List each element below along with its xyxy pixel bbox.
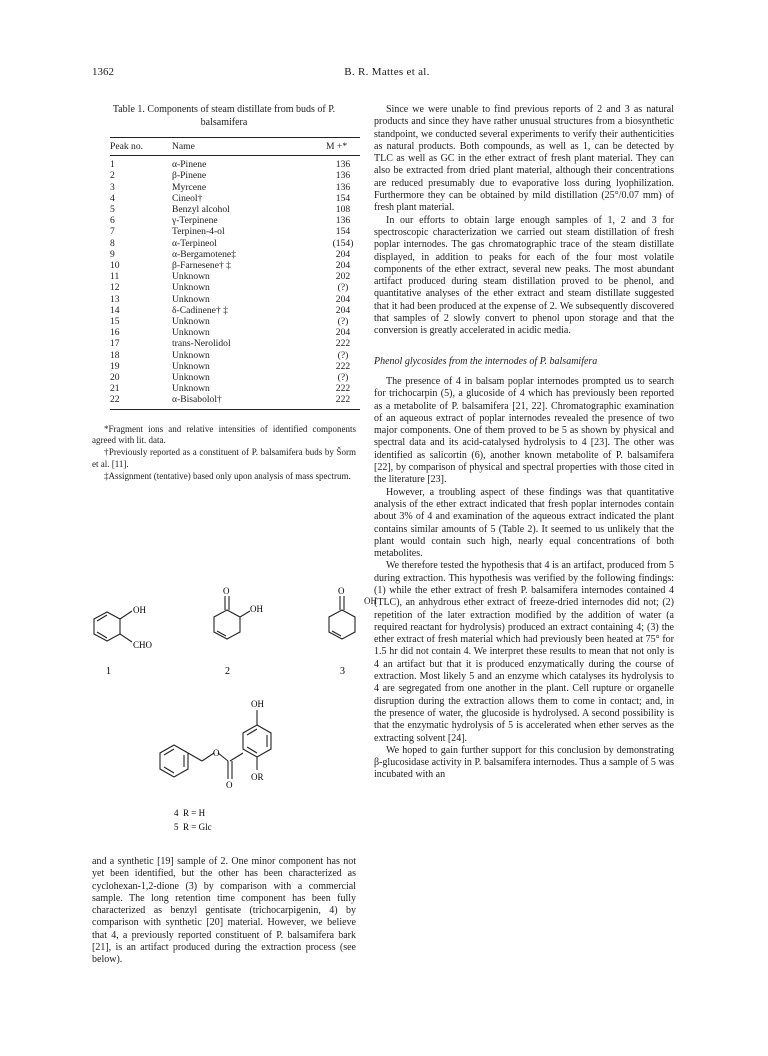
compound-label-3: 3	[340, 666, 345, 677]
mass-cell: 136	[335, 181, 351, 193]
peak-number-cell: 9	[110, 248, 115, 260]
peak-number-cell: 1	[110, 159, 115, 171]
table-row	[110, 215, 360, 226]
table-row	[110, 327, 360, 338]
name-cell: Unknown	[172, 316, 210, 328]
table-row	[110, 394, 360, 409]
benzyl-gentisate-drawing	[160, 710, 271, 779]
running-title: B. R. Mattes et al.	[344, 66, 430, 78]
peak-number-cell: 10	[110, 260, 120, 272]
o-label: O	[213, 748, 220, 758]
mass-cell: 108	[335, 204, 351, 216]
name-cell: Terpinen-4-ol	[172, 226, 225, 238]
table-row	[110, 338, 360, 349]
name-cell: β-Farnesene† ‡	[172, 260, 231, 272]
table-row	[110, 361, 360, 372]
mass-cell: 204	[335, 260, 351, 272]
peak-number-cell: 16	[110, 327, 120, 339]
peak-number-cell: 6	[110, 215, 115, 227]
page-number: 1362	[92, 66, 114, 78]
peak-number-cell: 22	[110, 394, 172, 409]
oh-label: OH	[364, 596, 377, 606]
structure-1-drawing	[94, 611, 132, 642]
paragraph: Since we were unable to find previous reports of 2 and 3 as natural products and since they have rather unusual structures from a biosynthetic standpoint, we conducted several experiments to verify their authenticities as natural products. Both compounds, as well as 1, can be detected by TLC as well as GC in the ether extract of fresh plant material. They can also be extracted from dried plant material, although their concentrations are reduced presumably due to evaporative loss during lyophilization. Furthermore they can be obtained by mild distillation (25°/0.07 mm) of fresh plant material.	[374, 104, 674, 214]
legend-4: 4 R = H	[174, 808, 206, 818]
column-header: Name	[172, 138, 326, 156]
name-cell: α-Pinene	[172, 159, 207, 171]
table-row	[110, 249, 360, 260]
name-cell: trans-Nerolidol	[172, 338, 231, 350]
mass-cell: (?)	[337, 316, 349, 328]
cho-label: CHO	[133, 640, 153, 650]
mass-cell: 222	[335, 360, 351, 372]
name-cell: Cineol†	[172, 192, 203, 204]
peak-number-cell: 3	[110, 181, 115, 193]
mass-cell: 202	[335, 271, 351, 283]
table-row	[110, 372, 360, 383]
peak-number-cell: 8	[110, 237, 115, 249]
table-row	[110, 204, 360, 215]
peak-number-cell: 13	[110, 293, 120, 305]
table-row	[110, 383, 360, 394]
peak-number-cell: 19	[110, 360, 120, 372]
o-label: O	[223, 586, 230, 596]
peak-number-cell: 2	[110, 170, 115, 182]
name-cell: α-Bisabolol†	[172, 394, 326, 409]
table-row	[110, 271, 360, 282]
structures-4-5	[150, 690, 300, 840]
or-label: OR	[251, 772, 264, 782]
mass-cell: 136	[335, 215, 351, 227]
structure-2-drawing	[214, 596, 250, 639]
section-heading: Phenol glycosides from the internodes of P. balsamifera	[374, 355, 598, 367]
structures-1-2-3	[92, 586, 356, 686]
mass-cell: 136	[335, 159, 351, 171]
column-header: Peak no.	[110, 138, 172, 156]
table-body	[110, 156, 360, 409]
name-cell: δ-Cadinene† ‡	[172, 304, 228, 316]
mass-cell: 154	[335, 226, 351, 238]
column-header: M +*	[326, 138, 360, 156]
name-cell: Unknown	[172, 383, 210, 395]
footnote: †Previously reported as a constituent of P. balsamifera buds by Šorm et al. [11].	[92, 447, 356, 469]
oh-label: OH	[250, 604, 263, 614]
table-row	[110, 226, 360, 237]
peak-number-cell: 17	[110, 338, 120, 350]
paragraph: We hoped to gain further support for this conclusion by demonstrating β-glucosidase activity in P. balsamifera internodes. Thus a sample of 5 was incubated with an	[374, 744, 674, 781]
oh-label: OH	[133, 605, 146, 615]
name-cell: Unknown	[172, 360, 210, 372]
table-row	[110, 305, 360, 316]
compound-label-1: 1	[106, 666, 111, 677]
legend-5: 5 R = Glc	[174, 822, 212, 832]
oh-label: OH	[251, 699, 264, 709]
name-cell: Unknown	[172, 282, 210, 294]
mass-cell: 222	[326, 394, 360, 409]
peak-number-cell: 4	[110, 192, 115, 204]
table-row	[110, 193, 360, 204]
table-footnotes	[92, 424, 356, 482]
footnote: ‡Assignment (tentative) based only upon analysis of mass spectrum.	[104, 470, 351, 481]
name-cell: Unknown	[172, 293, 210, 305]
mass-cell: (?)	[337, 282, 349, 294]
mass-cell: 222	[335, 338, 351, 350]
mass-cell: (154)	[332, 237, 354, 249]
mass-cell: 204	[335, 304, 351, 316]
mass-cell: 136	[335, 170, 351, 182]
peak-number-cell: 15	[110, 316, 120, 328]
table-row	[110, 350, 360, 361]
mass-cell: 222	[335, 383, 351, 395]
paragraph: However, a troubling aspect of these findings was that quantitative analysis of the ether extract indicated that fresh poplar internodes contain about 3% of 4 and examination of the aqueous extract indicated the plant contains similar amounts of 5 (Table 2). It seemed to us unlikely that the plant would contain such high, nearly equal concentrations of both metabolites.	[374, 486, 674, 560]
table-row	[110, 170, 360, 181]
right-column	[374, 104, 674, 782]
peak-number-cell: 12	[110, 282, 120, 294]
compound-label-2: 2	[225, 666, 230, 677]
table-row	[110, 316, 360, 327]
table-row	[110, 182, 360, 193]
name-cell: β-Pinene	[172, 170, 207, 182]
mass-cell: 204	[335, 327, 351, 339]
table-row	[110, 156, 360, 171]
mass-cell: (?)	[337, 372, 349, 384]
peak-number-cell: 20	[110, 372, 120, 384]
peak-number-cell: 14	[110, 304, 120, 316]
table-caption: Table 1. Components of steam distillate from buds of P. balsamifera	[112, 104, 336, 128]
mass-cell: 154	[335, 192, 351, 204]
name-cell: Benzyl alcohol	[172, 204, 230, 216]
name-cell: α-Bergamotene‡	[172, 248, 236, 260]
peak-number-cell: 18	[110, 349, 120, 361]
name-cell: Unknown	[172, 372, 210, 384]
mass-cell: 204	[335, 293, 351, 305]
table-row	[110, 282, 360, 293]
mass-cell: 204	[335, 248, 351, 260]
table-row	[110, 260, 360, 271]
peak-number-cell: 21	[110, 383, 120, 395]
paragraph: In our efforts to obtain large enough samples of 1, 2 and 3 for spectroscopic characterization we carried out steam distillation of fresh poplar internodes. The gas chromatographic trace of the steam distillate displayed, in addition to peaks for each of the four most volatile components of the ether extract, several new peaks. The most abundant artifact produced during steam distillation proved to be phenol, and quantitative analyses of the ether extract and steam distillate suggested that it had been produced at the expense of 2. We subsequently discovered that samples of 2 slowly convert to phenol upon storage and that the conversion is greatly accelerated in acidic media.	[374, 214, 674, 337]
footnote: *Fragment ions and relative intensities of identified components agreed with lit. data.	[92, 423, 356, 445]
name-cell: Unknown	[172, 327, 210, 339]
mass-cell: (?)	[337, 349, 349, 361]
left-column	[92, 104, 356, 483]
name-cell: γ-Terpinene	[172, 215, 218, 227]
o-label: O	[338, 586, 345, 596]
components-table	[110, 137, 360, 410]
table-row	[110, 294, 360, 305]
name-cell: Myrcene	[172, 181, 207, 193]
paragraph: The presence of 4 in balsam poplar internodes prompted us to search for trichocarpin (5), a glucoside of 4 which has previously been reported as a metabolite of P. balsamifera [21, 22]. Chromatographic examination of an aqueous extract of poplar internodes revealed the presence of two major components. One of them proved to be 5 as shown by physical and spectral data and its acid-catalysed hydrolysis to 4 [23]. The other was identified as salicortin (6), another known metabolite of P. balsamifera [22], by comparison of physical and spectral properties with those cited in the literature [23].	[374, 375, 674, 486]
structure-3-drawing	[329, 596, 355, 639]
name-cell: α-Terpineol	[172, 237, 217, 249]
name-cell: Unknown	[172, 349, 210, 361]
peak-number-cell: 5	[110, 204, 115, 216]
peak-number-cell: 7	[110, 226, 115, 238]
peak-number-cell: 11	[110, 271, 120, 283]
paragraph: We therefore tested the hypothesis that 4 is an artifact, produced from 5 during extraction. This hypothesis was verified by the following findings: (1) while the ether extract of fresh P. balsamifera internodes contained 4 (TLC), an anhydrous ether extract of freeze-dried internodes did not; (2) repetition of the later extraction modified by the addition of water (a required reactant for hydrolysis) produced an extract containing 4; (3) the ether extract of fresh material which had previously been heated at 75° for 1.5 hr did not contain 4. We interpret these results to mean that not only is 4 an artifact but that it is produced enzymatically during the course of extraction. Most likely 5 and an enzyme which catalyses its hydrolysis to 4 are segregated from one another in the plant. Cell rupture or organelle disruption during the extraction allows them to come in contact; and, in the presence of water, the glucoside is hydrolysed. A second possibility is that the enzymatic hydrolysis of 5 is accelerated when ether serves as the extracting solvent [24].	[374, 560, 674, 744]
o-label: O	[226, 780, 233, 790]
table-row	[110, 238, 360, 249]
left-bottom-paragraph: and a synthetic [19] sample of 2. One minor component has not yet been identified, but the other has been characterized as cyclohexan-1,2-dione (3) by comparison with a commercial sample. The long retention time component has been fully characterized as benzyl gentisate (trichocarpigenin, 4) by comparison with synthetic [20] material. However, we believe that 4, a previously reported constituent of P. balsamifera bark [21], is an artifact produced during the extraction process (see below).	[92, 856, 356, 966]
name-cell: Unknown	[172, 271, 210, 283]
